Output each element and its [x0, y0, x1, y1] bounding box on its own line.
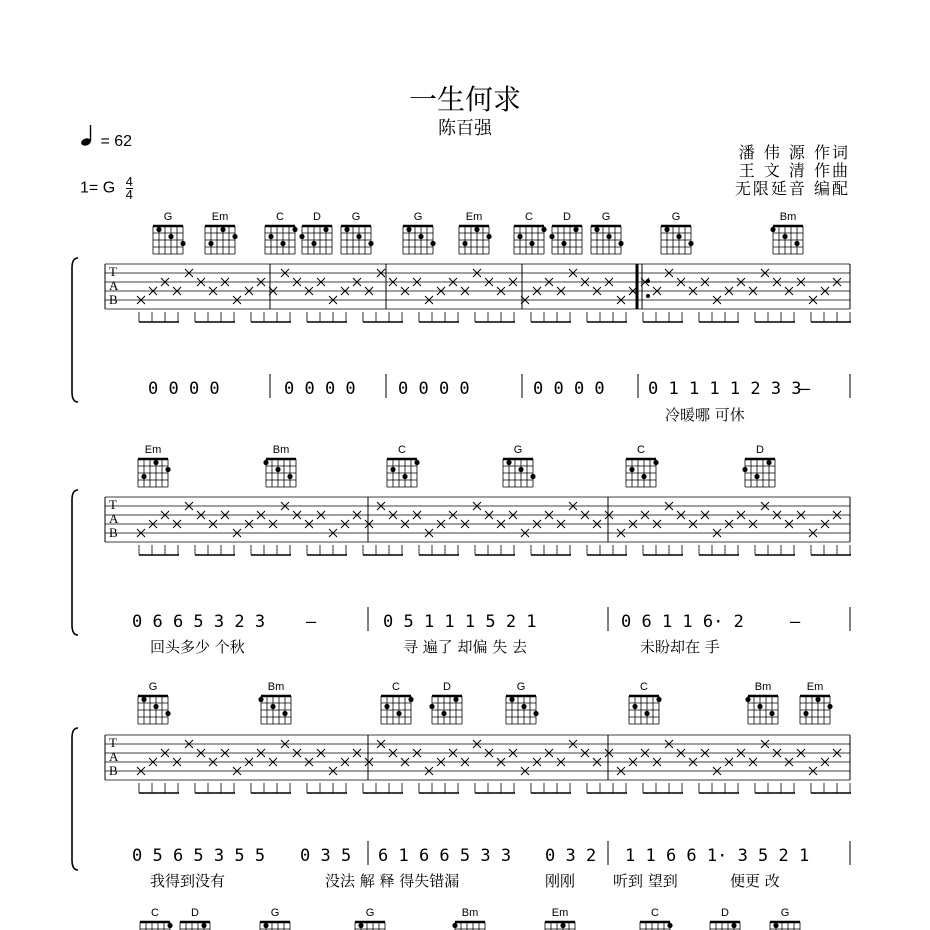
- numbered-notation: 0 6 6 5 3 2 3: [132, 612, 266, 632]
- tab-letter-t: T: [109, 735, 117, 750]
- numbered-notation: 0 0 0 0: [533, 379, 605, 399]
- chord-name: G: [413, 211, 423, 223]
- numbered-notation: 0 0 0 0: [398, 379, 470, 399]
- chord-name: G: [351, 211, 361, 223]
- tab-letter-a: A: [109, 749, 119, 764]
- tab-letter-a: A: [109, 511, 119, 526]
- repeat-dot: [646, 294, 650, 298]
- chord-diagram-g: [661, 211, 694, 254]
- chord-diagram-c: [629, 681, 662, 724]
- time-sig-bottom: 4: [125, 187, 133, 202]
- tab-letter-a: A: [109, 278, 119, 293]
- chord-diagram-g: [138, 681, 171, 724]
- lyric-line: 没法 解 释 得失错漏: [325, 872, 460, 890]
- chord-name: Em: [144, 444, 162, 456]
- numbered-notation: 6 1 6 6 5 3 3: [378, 846, 512, 866]
- numbered-notation: 0 3 5: [300, 846, 352, 866]
- chord-diagram-d: [177, 907, 210, 930]
- chord-name: C: [640, 681, 648, 693]
- chord-diagram-c: [381, 681, 414, 724]
- repeat-dot: [646, 279, 650, 283]
- lyric-line: 便更 改: [730, 872, 780, 890]
- tab-notes: [137, 740, 851, 793]
- numbered-notation: 0 3 2: [545, 846, 597, 866]
- chord-name: Bm: [272, 444, 290, 456]
- lyric-line: 未盼却在 手: [640, 638, 720, 656]
- chord-diagram-bm: [452, 907, 485, 930]
- chord-name: C: [525, 211, 533, 223]
- chord-diagram-em: [800, 681, 833, 724]
- chord-name: D: [563, 211, 571, 223]
- tab-letter-t: T: [109, 264, 117, 279]
- chord-name: C: [398, 444, 406, 456]
- chord-name: G: [163, 211, 173, 223]
- numbered-notation: 0 0 0 0: [148, 379, 220, 399]
- lyric-line: 刚刚: [545, 872, 576, 890]
- numbered-notation: 0 1 1 1 1 2 3 3: [648, 379, 802, 399]
- chord-diagram-em: [205, 211, 238, 254]
- chord-diagram-c: [265, 211, 298, 254]
- chord-diagram-bm: [263, 444, 296, 487]
- tab-staff: [105, 735, 850, 780]
- tab-notes: [137, 502, 851, 555]
- chord-diagram-em: [138, 444, 171, 487]
- chord-name: Em: [211, 211, 229, 223]
- numbered-notation: 0 5 6 5 3 5 5: [132, 846, 266, 866]
- chord-name: Em: [551, 907, 569, 919]
- chord-name: D: [191, 907, 199, 919]
- chord-diagram-g: [506, 681, 539, 724]
- tempo-value: = 62: [100, 133, 133, 150]
- chord-name: D: [443, 681, 451, 693]
- chord-name: G: [780, 907, 790, 919]
- chord-diagram-g: [260, 907, 293, 930]
- chord-diagram-em: [545, 907, 578, 930]
- numbered-notation: 0 6 1 1 6· 2: [621, 612, 744, 632]
- chord-diagram-g: [403, 211, 436, 254]
- lyric-line: 我得到没有: [150, 872, 226, 890]
- chord-diagram-d: [299, 211, 332, 254]
- chord-diagram-g: [355, 907, 388, 930]
- chord-name: G: [148, 681, 158, 693]
- chord-name: G: [365, 907, 375, 919]
- lyric-line: 听到 望到: [613, 872, 678, 890]
- tab-letter-b: B: [109, 763, 118, 778]
- chord-name: G: [601, 211, 611, 223]
- numbered-notation: 0 5 1 1 1 5 2 1: [383, 612, 537, 632]
- chord-name: D: [756, 444, 764, 456]
- chord-diagram-g: [503, 444, 536, 487]
- chord-diagram-c: [140, 907, 173, 930]
- song-title: 一生何求: [408, 83, 521, 116]
- chord-diagram-bm: [745, 681, 778, 724]
- time-sig-top: 4: [125, 174, 133, 189]
- lyricist-credit: 潘 伟 源 作词: [738, 143, 850, 162]
- chord-diagram-d: [429, 681, 462, 724]
- chord-name: G: [270, 907, 280, 919]
- numbered-notation: 1 1 6 6 1· 3 5 2 1: [625, 846, 810, 866]
- lyric-line: 回头多少 个秋: [150, 638, 245, 656]
- tab-staff: [105, 497, 850, 542]
- chord-name: D: [721, 907, 729, 919]
- arranger-credit: 无限延音 编配: [734, 179, 850, 198]
- chord-name: C: [651, 907, 659, 919]
- chord-diagram-g: [341, 211, 374, 254]
- chord-diagram-bm: [770, 211, 803, 254]
- lyric-line: 冷暖哪 可休: [665, 406, 745, 424]
- chord-diagram-g: [591, 211, 624, 254]
- chord-name: D: [313, 211, 321, 223]
- tab-letter-b: B: [109, 525, 118, 540]
- chord-diagram-c: [626, 444, 659, 487]
- system-brace: [72, 258, 78, 402]
- chord-diagram-c: [387, 444, 420, 487]
- chord-name: G: [671, 211, 681, 223]
- chord-diagram-g: [770, 907, 803, 930]
- chord-name: Bm: [779, 211, 797, 223]
- key-label: 1= G: [80, 179, 116, 197]
- chord-name: Em: [465, 211, 483, 223]
- numbered-notation: —: [800, 379, 811, 399]
- tab-letter-b: B: [109, 292, 118, 307]
- song-artist: 陈百强: [438, 118, 492, 139]
- tab-letter-t: T: [109, 497, 117, 512]
- chord-diagram-g: [153, 211, 186, 254]
- chord-diagram-d: [742, 444, 775, 487]
- composer-credit: 王 文 清 作曲: [738, 161, 850, 180]
- numbered-notation: —: [306, 612, 317, 632]
- chord-diagram-em: [459, 211, 492, 254]
- chord-name: Em: [806, 681, 824, 693]
- tab-notes: [137, 269, 851, 322]
- chord-diagram-c: [514, 211, 547, 254]
- tab-staff: [105, 264, 850, 309]
- chord-name: G: [516, 681, 526, 693]
- chord-diagram-bm: [258, 681, 291, 724]
- chord-name: C: [392, 681, 400, 693]
- chord-name: C: [637, 444, 645, 456]
- chord-name: Bm: [267, 681, 285, 693]
- chord-name: C: [276, 211, 284, 223]
- chord-name: G: [513, 444, 523, 456]
- chord-diagram-d: [549, 211, 582, 254]
- lyric-line: 寻 遍了 却偏 失 去: [403, 638, 528, 656]
- system-brace: [72, 728, 78, 870]
- chord-diagram-c: [640, 907, 673, 930]
- numbered-notation: —: [790, 612, 801, 632]
- chord-diagram-d: [707, 907, 740, 930]
- numbered-notation: 0 0 0 0: [284, 379, 356, 399]
- chord-name: Bm: [461, 907, 479, 919]
- chord-name: C: [151, 907, 159, 919]
- chord-name: Bm: [754, 681, 772, 693]
- system-brace: [72, 490, 78, 635]
